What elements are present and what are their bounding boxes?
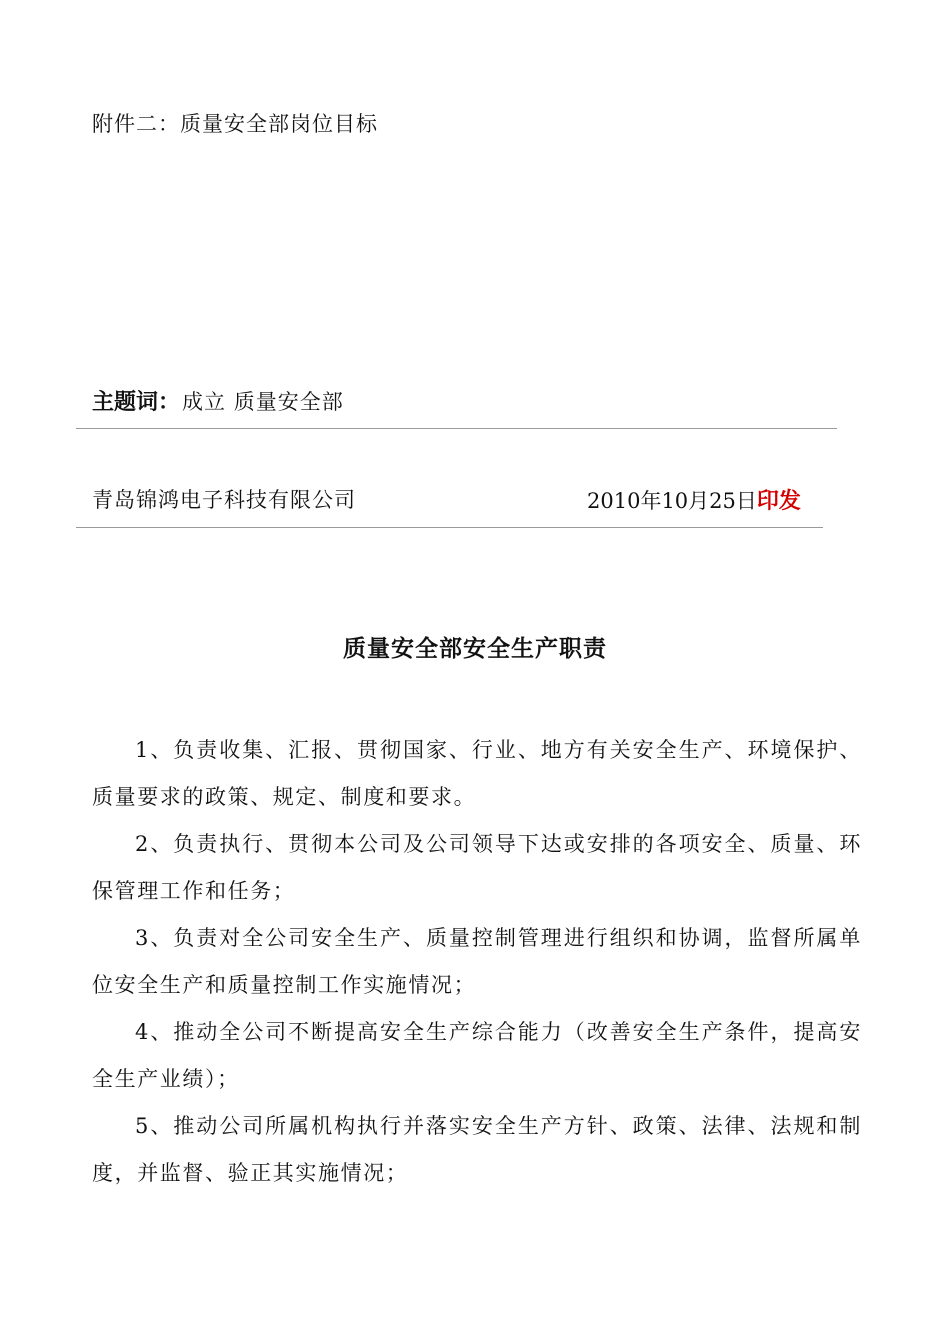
issued-mark: 印发	[756, 489, 801, 514]
attachment-line: 附件二：质量安全部岗位目标	[92, 112, 378, 136]
issue-date-line	[587, 484, 801, 515]
issuer-company: 青岛锦鸿电子科技有限公司	[92, 488, 356, 512]
duty-item: 4、推动全公司不断提高安全生产综合能力（改善安全生产条件，提高安全生产业绩）；	[92, 1020, 862, 1091]
duties-list	[92, 727, 862, 1197]
duty-item: 1、负责收集、汇报、贯彻国家、行业、地方有关安全生产、环境保护、质量要求的政策、规定、制度和要求。	[92, 738, 862, 809]
section-title: 质量安全部安全生产职责	[343, 636, 607, 662]
keywords-label: 主题词：	[92, 390, 181, 415]
issue-date: 2010年10月25日	[587, 489, 757, 513]
subject-keywords	[92, 385, 344, 416]
duty-item: 5、推动公司所属机构执行并落实安全生产方针、政策、法律、法规和制度，并监督、验正其实施情况；	[92, 1114, 862, 1185]
duty-item: 3、负责对全公司安全生产、质量控制管理进行组织和协调，监督所属单位安全生产和质量控制工作实施情况；	[92, 926, 862, 997]
keywords-value: 成立 质量安全部	[182, 390, 344, 414]
duty-item: 2、负责执行、贯彻本公司及公司领导下达或安排的各项安全、质量、环保管理工作和任务；	[92, 832, 862, 903]
divider-top	[76, 428, 837, 429]
divider-bottom	[76, 527, 823, 528]
